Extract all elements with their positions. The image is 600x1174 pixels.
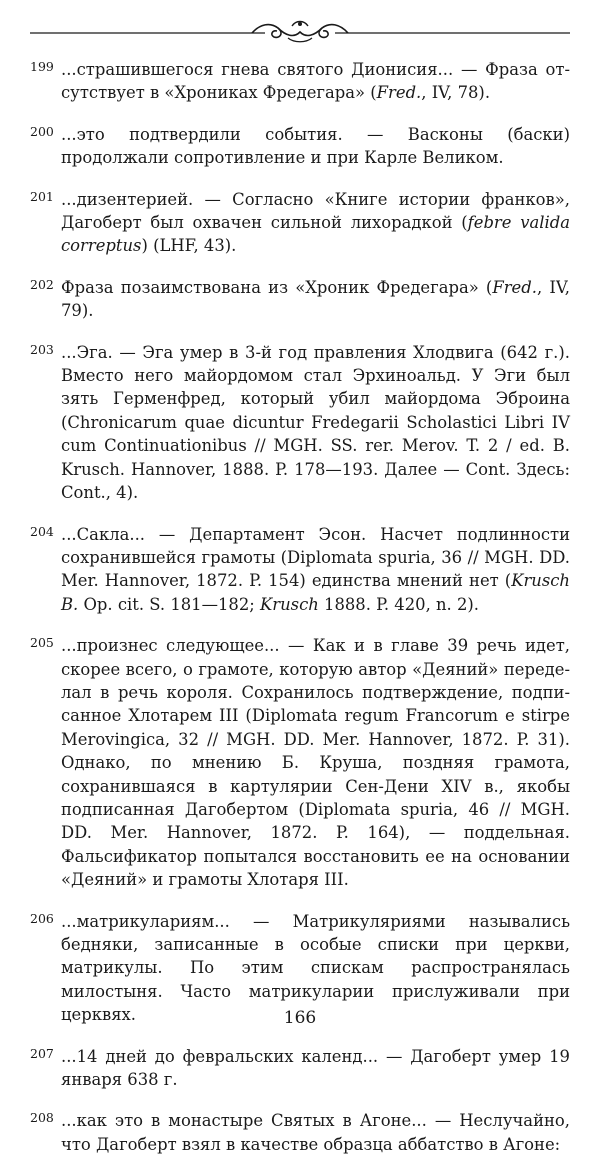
footnote-number: 203 (30, 341, 54, 357)
footnote (30, 634, 570, 891)
page-number: 166 (283, 1008, 317, 1028)
footnote-number: 200 (30, 123, 54, 139)
footnotes-list (30, 58, 570, 1174)
italic-segment: Krusch (260, 594, 319, 614)
text-segment: ) (LHF, 43). (141, 236, 237, 256)
footnote-number: 202 (30, 276, 54, 292)
footnote-number: 206 (30, 910, 54, 926)
footnote-text (61, 341, 570, 505)
footnote (30, 58, 570, 105)
text-segment: ...Эга. — Эга умер в 3-й год правления Хлодвига (642 г.). Вместо него майордомом стал Эрхиноальд. У Эги был зять Герменфред, который убил майордома Эброина (Chronicarum quae dicuntur Fredegarii Scholastici Libri IV cum Continuationibus // MGH. SS. rer. Merov. T. 2 / ed. B. Krusch. Hannover, 1888. P. 178—193. Далее — Cont. Здесь: Cont., 4). (61, 342, 570, 503)
footnote (30, 276, 570, 323)
footnote-text (61, 1109, 570, 1156)
footnote (30, 1109, 570, 1156)
footnote (30, 341, 570, 505)
text-segment: ...как это в монастыре Святых в Агоне... — Неслучайно, что Дагоберт взял в качестве образца аббатство в Агоне: (61, 1111, 570, 1154)
text-segment: Op. cit. S. 181—182; (78, 594, 261, 614)
italic-segment: Fred. (376, 83, 422, 103)
footnote-text (61, 634, 570, 891)
text-segment: ...это подтвердили события. — Васконы (баски) продолжали сопротивление и при Карле Великом. (61, 124, 570, 168)
footnote (30, 123, 570, 170)
footnote-number: 208 (30, 1110, 54, 1126)
footnote (30, 1045, 570, 1092)
italic-segment: Fred. (492, 277, 537, 297)
text-segment: ...произнес следующее... — Как и в главе 39 речь идет, скорее всего, о грамоте, которую автор «Деяний» переделал в речь короля. Сохранилось подтверждение, подписанное Хлотарем III (Diplomata regum Francorum e stirpe Merovingica, 32 // MGH. DD. Mer. Hannover, 1872. P. 31). Однако, по мнению Б. Круша, поздняя грамота, сохранившаяся в картулярии Сен-Дени XIV в., якобы подписанная Дагобертом (Diplomata spuria, 46 // MGH. DD. Mer. Hannover, 1872. P. 164), — поддельная. Фальсификатор попытался восстановить ее на основании «Деяний» и грамоты Хлотаря III. (61, 636, 570, 890)
footnote-number: 207 (30, 1045, 54, 1061)
footnote-text (61, 1045, 570, 1092)
text-segment: ...матрикулариям... — Матрикуляриями назывались бедняки, записанные в особые списки при церкви, матрикулы. По этим спискам распространялась милостыня. Часто матрикуларии прислуживали при церквях. (61, 911, 570, 1025)
text-segment: , IV, 79). (61, 277, 571, 321)
footnote-number: 201 (30, 188, 54, 204)
footnote-text (61, 188, 570, 258)
footnote-text (61, 123, 570, 170)
text-segment: ...дизентерией. — Согласно «Книге истории франков», Дагоберт был охвачен сильной лихорадкой ( (61, 189, 570, 233)
footnote-text (61, 523, 570, 617)
footnote-text (61, 58, 570, 105)
footnote-text (61, 276, 570, 323)
footnote (30, 188, 570, 258)
text-segment: 1888. P. 420, n. 2). (318, 594, 479, 614)
flourish-divider-icon (30, 8, 570, 48)
text-segment: ...страшившегося гнева святого Дионисия... — Фраза отсутствует в «Хрониках Фредегара» ( (61, 60, 570, 103)
text-segment: Фраза позаимствована из «Хроник Фредегара» ( (61, 277, 493, 297)
text-segment: ...Сакла... — Департамент Эсон. Насчет подлинности сохранившейся грамоты (Diplomata spuria, 36 // MGH. DD. Mer. Hannover, 1872. P. 154) единства мнений нет ( (61, 524, 570, 591)
text-segment: ...14 дней до февральских календ... — Дагоберт умер 19 января 638 г. (61, 1046, 570, 1090)
footnote-number: 199 (30, 59, 54, 74)
italic-segment: febre valida correptus (61, 213, 570, 256)
footnote (30, 523, 570, 617)
footnote-number: 205 (30, 635, 54, 651)
italic-segment: Krusch B. (61, 571, 570, 614)
footnote-number: 204 (30, 523, 54, 539)
text-segment: , IV, 78). (421, 83, 491, 103)
